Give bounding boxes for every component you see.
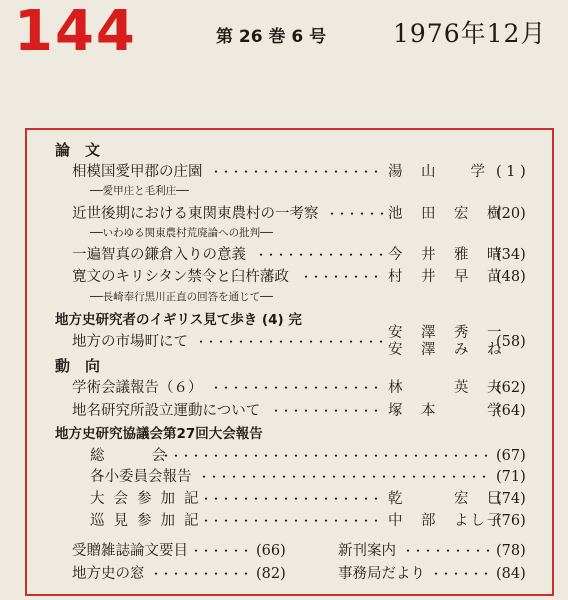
leader-dots [160,445,493,467]
toc-entry-page: (66) [256,543,286,559]
toc-entry-author: 安 澤 秀 一 [388,325,504,341]
section-heading-doukou: 動 向 [55,357,101,375]
leader-dots [210,161,385,183]
toc-entry-subtitle: ──愛甲庄と毛利庄── [90,185,189,197]
volume-info: 第 26 巻 6 号 [216,27,327,47]
leader-dots [270,400,385,422]
leader-dots [255,244,385,266]
leader-dots [430,563,493,585]
leader-dots [198,466,493,488]
leader-dots [150,563,254,585]
toc-entry-page: (74) [496,491,526,507]
leader-dots [300,266,385,288]
toc-entry-page: (76) [496,513,526,529]
leader-dots [195,331,385,353]
toc-entry-page: ( 1 ) [496,164,526,180]
toc-entry-page: (78) [496,543,526,559]
toc-entry-author: 安 澤 み ね [388,342,504,358]
toc-entry-subtitle: ──いわゆる関東農村荒廃論への批判── [90,227,273,239]
toc-entry-page: (64) [496,403,526,419]
toc-entry-title: 大会参加記 [90,491,208,507]
toc-entry-author: 乾 宏 巳 [388,491,504,507]
toc-entry-title: 新刊案内 [338,543,396,559]
leader-dots [326,203,385,225]
toc-entry-title: 巡見参加記 [90,513,208,529]
toc-entry-title: 総 会 [90,448,172,464]
leader-dots [190,540,254,562]
toc-entry-page: (82) [256,566,286,582]
section-heading-igirisu: 地方史研究者のイギリス見て歩き (4) 完 [55,312,302,328]
toc-entry-page: (67) [496,448,526,464]
toc-entry-author: 林 英 夫 [388,380,504,396]
section-heading-ronbun: 論 文 [55,141,101,159]
toc-entry-author: 塚 本 学 [388,403,504,419]
toc-entry-title: 相模国愛甲郡の庄園 [72,164,203,180]
toc-entry-subtitle: ──長崎奉行黒川正直の回答を通じて── [90,291,273,303]
issue-date: 1976年12月 [393,19,547,48]
toc-entry-title: 学術会議報告（６） [72,380,203,396]
leader-dots [402,540,493,562]
toc-entry-title: 近世後期における東関東農村の一考察 [72,206,319,222]
toc-entry-page: (84) [496,566,526,582]
toc-entry-page: (58) [496,334,526,350]
toc-entry-title: 事務局だより [338,566,425,582]
toc-entry-title: 地方の市場町にて [72,334,188,350]
toc-entry-page: (62) [496,380,526,396]
leader-dots [200,510,385,532]
toc-entry-page: (48) [496,269,526,285]
section-heading-taikai: 地方史研究協議会第27回大会報告 [55,426,263,442]
toc-entry-title: 各小委員会報告 [90,469,192,485]
toc-entry-author: 中 部 よし子 [388,513,504,529]
toc-entry-title: 地方史の窓 [72,566,145,582]
toc-entry-author: 湯 山 学 [388,164,487,180]
toc-entry-title: 受贈雑誌論文要目 [72,543,188,559]
toc-entry-title: 一遍智真の鎌倉入りの意義 [72,247,246,263]
toc-entry-author: 今 井 雅 晴 [388,247,504,263]
toc-entry-author: 村 井 早 苗 [388,269,504,285]
leader-dots [210,377,385,399]
toc-entry-page: (20) [496,206,526,222]
toc-entry-author: 池 田 宏 樹 [388,206,504,222]
toc-entry-title: 地名研究所設立運動について [72,403,261,419]
issue-number: 144 [14,0,137,64]
leader-dots [200,488,385,510]
toc-entry-page: (34) [496,247,526,263]
toc-entry-title: 寛文のキリシタン禁令と臼杵藩政 [72,269,289,285]
toc-entry-page: (71) [496,469,526,485]
